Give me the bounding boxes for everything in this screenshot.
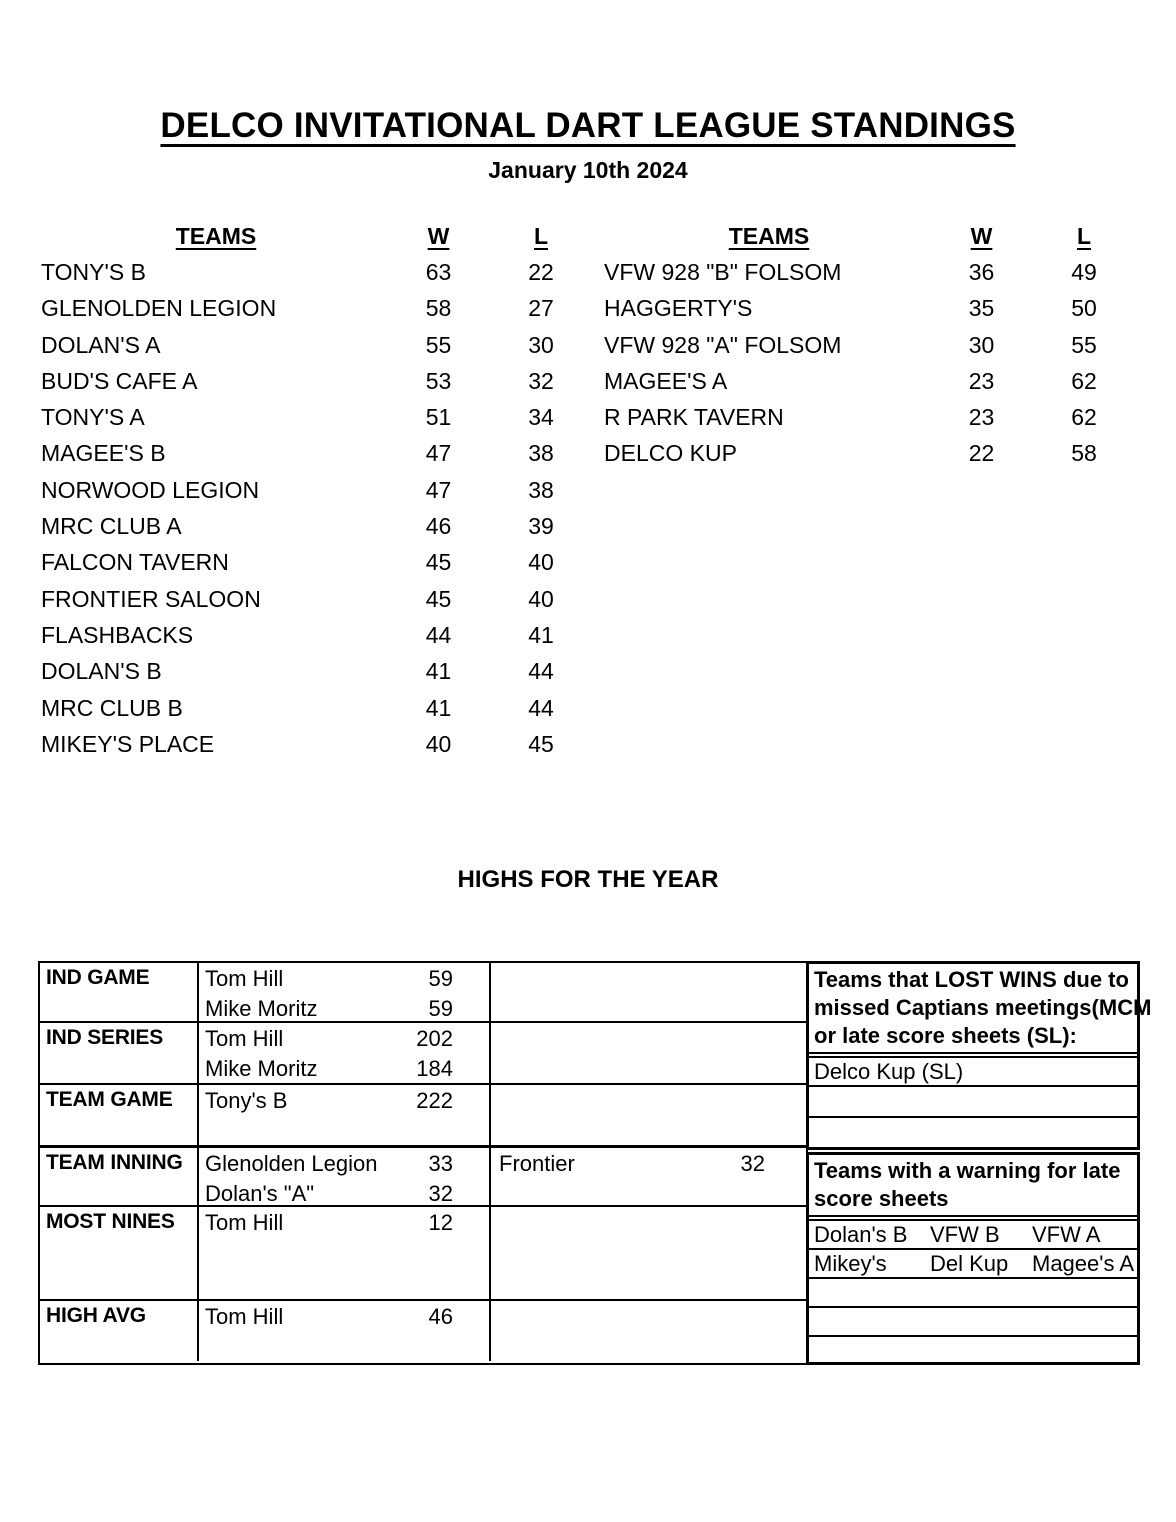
highs-category: MOST NINES [40,1207,199,1299]
standings-row [41,291,596,327]
warned-team: Dolan's B [814,1222,908,1247]
high-value: 202 [416,1026,453,1051]
column-header-wins: W [970,222,993,249]
highs-category: IND GAME [40,963,199,1024]
standings-row [41,690,596,726]
high-value: 33 [428,1151,453,1176]
empty-row [809,1308,1137,1337]
header-line: Teams that LOST WINS due to [814,967,1129,992]
high-value: 46 [428,1304,453,1329]
team-name: HAGGERTY'S [604,295,753,322]
standings-row [604,254,1139,290]
team-losses: 44 [528,658,554,685]
team-wins: 35 [968,295,995,322]
team-wins: 46 [425,513,452,540]
standings-header-row [604,218,1139,254]
team-wins: 23 [968,404,995,431]
standings-rows-left [41,254,596,762]
team-name: Glenolden Legion [205,1151,378,1176]
team-losses: 41 [528,621,554,648]
team-name: TONY'S A [41,404,145,431]
team-losses: 40 [528,585,554,612]
team-losses: 30 [528,331,554,358]
player-name: Mike Moritz [205,996,318,1021]
header-line: Teams with a warning for late [814,1158,1121,1183]
header-line: or late score sheets (SL): [814,1023,1077,1048]
team-wins: 47 [425,440,452,467]
lost-wins-box-header [809,964,1152,1058]
standings-row [604,363,1139,399]
team-losses: 62 [1071,367,1097,394]
team-losses: 62 [1071,404,1097,431]
team-wins: 41 [425,694,452,721]
team-losses: 55 [1071,331,1097,358]
team-wins: 45 [425,585,452,612]
team-losses: 32 [528,367,554,394]
high-value: 184 [416,1056,453,1081]
team-wins: 40 [425,730,452,757]
player-name: Tom Hill [205,1026,284,1051]
team-losses: 50 [1071,295,1097,322]
warned-team: VFW B [930,1222,1000,1247]
team-name: R PARK TAVERN [604,404,784,431]
team-losses: 44 [528,694,554,721]
team-losses: 34 [528,404,554,431]
header-line: missed Captians meetings(MCM [814,995,1152,1020]
standings-row [604,327,1139,363]
highs-entry [199,1024,489,1054]
team-name: FRONTIER SALOON [41,585,261,612]
column-header-wins: W [427,222,450,249]
team-wins: 45 [425,549,452,576]
warning-teams-row [809,1221,1137,1250]
high-value: 59 [428,996,453,1021]
team-losses: 27 [528,295,554,322]
team-name: MAGEE'S B [41,440,166,467]
player-name: Tom Hill [205,966,284,991]
lost-wins-entry: Delco Kup (SL) [809,1058,1137,1087]
highs-entry [199,1302,489,1332]
standings-row [41,581,596,617]
team-name: VFW 928 "A" FOLSOM [604,331,842,358]
team-losses: 40 [528,549,554,576]
standings-row [41,327,596,363]
team-wins: 51 [425,404,452,431]
standings-row [41,726,596,762]
highs-entry [199,1086,489,1116]
standings-row [41,254,596,290]
team-name: TONY'S B [41,258,146,285]
highs-entry [199,1149,489,1179]
team-wins: 53 [425,367,452,394]
highs-table [38,961,808,1365]
standings-header-row [41,218,596,254]
highs-category: IND SERIES [40,1023,199,1084]
team-name: DOLAN'S A [41,331,161,358]
highs-row-most-nines [40,1207,806,1301]
warning-teams-row [809,1250,1137,1279]
standings-list-right [604,218,1139,472]
highs-row-high-avg [40,1301,806,1361]
highs-heading: HIGHS FOR THE YEAR [457,866,719,893]
warned-team: Magee's A [1032,1251,1135,1276]
high-value: 12 [428,1210,453,1235]
team-wins: 47 [425,476,452,503]
standings-rows-right [604,254,1139,472]
team-name: Dolan's "A" [205,1181,315,1206]
team-name: MAGEE'S A [604,367,728,394]
page-date: January 10th 2024 [488,157,688,183]
high-value: 59 [428,966,453,991]
highs-entry [199,964,489,994]
team-name: MRC CLUB A [41,513,182,540]
player-name: Tom Hill [205,1304,284,1329]
team-wins: 22 [968,440,995,467]
team-wins: 41 [425,658,452,685]
team-losses: 39 [528,513,554,540]
team-losses: 45 [528,730,554,757]
highs-row-ind-series [40,1023,806,1085]
lost-wins-box [806,961,1152,1150]
team-wins: 44 [425,621,452,648]
standings-row [41,436,596,472]
standings-row [41,545,596,581]
highs-entry [199,1179,489,1209]
team-losses: 38 [528,440,554,467]
standings-row [604,436,1139,472]
highs-row-team-inning [40,1148,806,1207]
column-header-teams: TEAMS [175,222,257,249]
highs-entry [199,994,489,1024]
highs-row-ind-game [40,963,806,1023]
header-line: score sheets [814,1186,949,1211]
warning-box-header [809,1155,1137,1221]
page-title: DELCO INVITATIONAL DART LEAGUE STANDINGS [160,106,1016,145]
team-wins: 36 [968,258,995,285]
team-wins: 58 [425,295,452,322]
standings-row [41,399,596,435]
team-name: VFW 928 "B" FOLSOM [604,258,842,285]
standings-list-left [41,218,596,762]
empty-row [809,1279,1137,1308]
highs-category: TEAM GAME [40,1085,199,1145]
team-losses: 49 [1071,258,1097,285]
standings-row [41,472,596,508]
team-name: DOLAN'S B [41,658,162,685]
column-header-losses: L [533,222,549,249]
team-losses: 58 [1071,440,1097,467]
team-losses: 38 [528,476,554,503]
team-wins: 23 [968,367,995,394]
empty-row [809,1087,1137,1118]
standings-row [604,291,1139,327]
team-name: FALCON TAVERN [41,549,229,576]
warning-box [806,1152,1140,1365]
standings-row [41,617,596,653]
player-name: Mike Moritz [205,1056,318,1081]
team-wins: 30 [968,331,995,358]
warned-team: VFW A [1032,1222,1101,1247]
team-name: DELCO KUP [604,440,737,467]
highs-entry [491,1149,806,1179]
standings-row [41,363,596,399]
highs-entry [199,1054,489,1084]
team-name: BUD'S CAFE A [41,367,198,394]
team-name: MRC CLUB B [41,694,183,721]
column-header-losses: L [1076,222,1092,249]
team-name: NORWOOD LEGION [41,476,260,503]
team-wins: 55 [425,331,452,358]
standings-row [41,508,596,544]
high-value: 32 [740,1151,765,1176]
high-value: 222 [416,1088,453,1113]
team-wins: 63 [425,258,452,285]
standings-row [41,654,596,690]
team-name: Tony's B [205,1088,288,1113]
highs-row-team-game [40,1085,806,1148]
warned-team: Del Kup [930,1251,1009,1276]
highs-entry [199,1208,489,1238]
high-value: 32 [428,1181,453,1206]
team-name: GLENOLDEN LEGION [41,295,277,322]
highs-category: TEAM INNING [40,1148,199,1209]
team-name: FLASHBACKS [41,621,194,648]
team-name: Frontier [499,1151,575,1176]
empty-row [809,1337,1137,1366]
column-header-teams: TEAMS [728,222,810,249]
team-name: MIKEY'S PLACE [41,730,215,757]
player-name: Tom Hill [205,1210,284,1235]
empty-row [809,1118,1137,1147]
warned-team: Mikey's [814,1251,887,1276]
standings-row [604,399,1139,435]
highs-category: HIGH AVG [40,1301,199,1361]
team-losses: 22 [528,258,554,285]
